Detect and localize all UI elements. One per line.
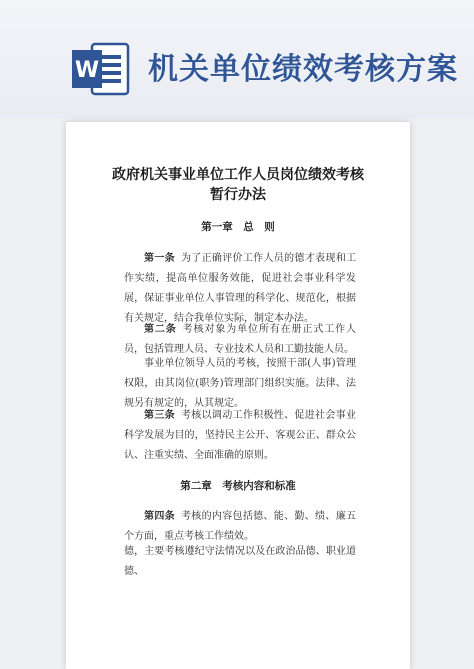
article-4-paragraph-2: 德，主要考核遵纪守法情况以及在政治品德、职业道德、	[124, 546, 356, 577]
document-title-line2: 暂行办法	[210, 187, 266, 203]
article-4-label: 第四条	[144, 511, 175, 522]
chapter-1-heading: 第一章 总 则	[201, 221, 275, 233]
word-icon-letter: W	[74, 58, 100, 83]
article-2-text: 考核对象为单位所有在册正式工作人员，包括管理人员、专业技术人员和工勤技能人员。	[124, 324, 357, 355]
word-icon	[72, 38, 130, 100]
header-banner	[0, 0, 474, 118]
article-2-label: 第二条	[144, 324, 177, 335]
article-2-paragraph-2: 事业单位领导人员的考核，按照干部(人事)管理权限，由其岗位(职务)管理部门组织实施。法律、法规另有规定的，从其规定。	[124, 358, 356, 409]
article-1-text: 为了正确评价工作人员的德才表现和工作实绩，提高单位服务效能，促进社会事业科学发展，保证事业单位人事管理的科学化、规范化，根据有关规定，结合我单位实际，制定本办法。	[124, 253, 357, 324]
article-4-text: 考核的内容包括德、能、勤、绩、廉五个方面，重点考核工作绩效。	[124, 511, 357, 542]
article-3-label: 第三条	[144, 410, 175, 421]
article-4	[124, 507, 356, 547]
document-title-line1: 政府机关事业单位工作人员岗位绩效考核	[112, 167, 364, 183]
article-1	[124, 249, 356, 329]
banner-title: 机关单位绩效考核方案	[148, 52, 458, 87]
article-3	[124, 406, 356, 466]
document-page	[66, 122, 410, 669]
article-3-text: 考核以调动工作积极性、促进社会事业科学发展为目的，坚持民主公开、客观公正、群众公认、注重实绩、全面准确的原则。	[124, 410, 357, 461]
article-1-label: 第一条	[144, 253, 175, 264]
chapter-2-heading: 第二章 考核内容和标准	[180, 480, 296, 492]
